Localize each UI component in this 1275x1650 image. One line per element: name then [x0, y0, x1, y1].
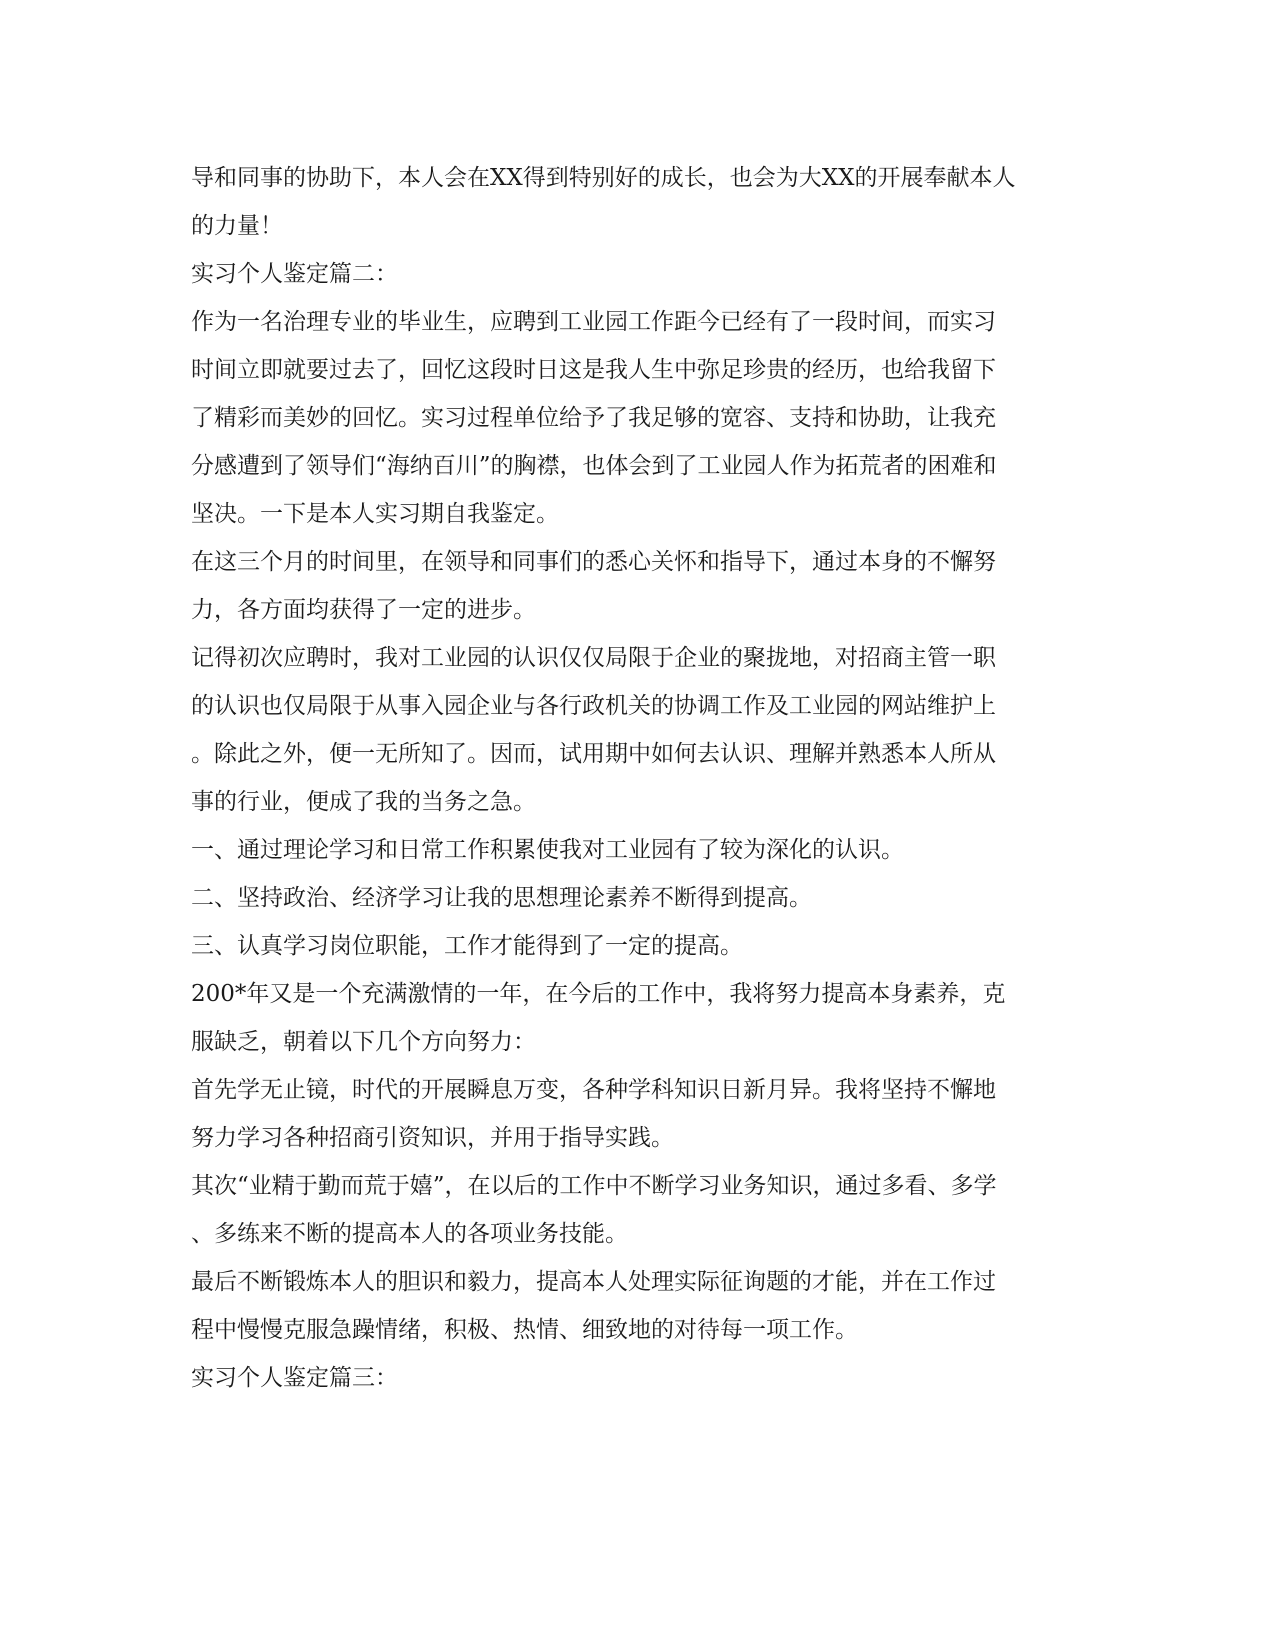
- text-line: 的认识也仅局限于从事入园企业与各行政机关的协调工作及工业园的网站维护上: [191, 693, 996, 719]
- text-line: 200*年又是一个充满激情的一年，在今后的工作中，我将努力提高本身素养，克: [191, 981, 1006, 1007]
- text-line: 导和同事的协助下，本人会在XX得到特别好的成长，也会为大XX的开展奉献本人: [191, 165, 1016, 191]
- text-line: 、多练来不断的提高本人的各项业务技能。: [191, 1221, 628, 1247]
- text-line: 事的行业，便成了我的当务之急。: [191, 789, 536, 815]
- text-line: 努力学习各种招商引资知识，并用于指导实践。: [191, 1125, 674, 1151]
- text-line: 的力量！: [191, 213, 283, 239]
- text-line: 作为一名治理专业的毕业生，应聘到工业园工作距今已经有了一段时间，而实习: [191, 309, 996, 335]
- text-line: 。除此之外，便一无所知了。因而，试用期中如何去认识、理解并熟悉本人所从: [191, 741, 996, 767]
- text-line: 了精彩而美妙的回忆。实习过程单位给予了我足够的宽容、支持和协助，让我充: [191, 405, 996, 431]
- text-line: 服缺乏，朝着以下几个方向努力：: [191, 1029, 536, 1055]
- text-line: 记得初次应聘时，我对工业园的认识仅仅局限于企业的聚拢地，对招商主管一职: [191, 645, 996, 671]
- text-line: 力，各方面均获得了一定的进步。: [191, 597, 536, 623]
- text-line: 程中慢慢克服急躁情绪，积极、热情、细致地的对待每一项工作。: [191, 1317, 858, 1343]
- text-line: 首先学无止镜，时代的开展瞬息万变，各种学科知识日新月异。我将坚持不懈地: [191, 1077, 996, 1103]
- list-item-three: 三、认真学习岗位职能，工作才能得到了一定的提高。: [191, 933, 743, 959]
- list-item-one: 一、通过理论学习和日常工作积累使我对工业园有了较为深化的认识。: [191, 837, 904, 863]
- section-heading-part-two: 实习个人鉴定篇二：: [191, 261, 398, 287]
- text-line: 坚决。一下是本人实习期自我鉴定。: [191, 501, 559, 527]
- text-line: 在这三个月的时间里，在领导和同事们的悉心关怀和指导下，通过本身的不懈努: [191, 549, 996, 575]
- text-line: 分感遭到了领导们“海纳百川”的胸襟，也体会到了工业园人作为拓荒者的困难和: [191, 453, 997, 479]
- document-body: [191, 154, 1071, 1402]
- text-line: 其次“业精于勤而荒于嬉”，在以后的工作中不断学习业务知识，通过多看、多学: [191, 1173, 997, 1199]
- section-heading-part-three: 实习个人鉴定篇三：: [191, 1365, 398, 1391]
- text-line: 时间立即就要过去了，回忆这段时日这是我人生中弥足珍贵的经历，也给我留下: [191, 357, 996, 383]
- text-line: 最后不断锻炼本人的胆识和毅力，提高本人处理实际征询题的才能，并在工作过: [191, 1269, 996, 1295]
- list-item-two: 二、坚持政治、经济学习让我的思想理论素养不断得到提高。: [191, 885, 812, 911]
